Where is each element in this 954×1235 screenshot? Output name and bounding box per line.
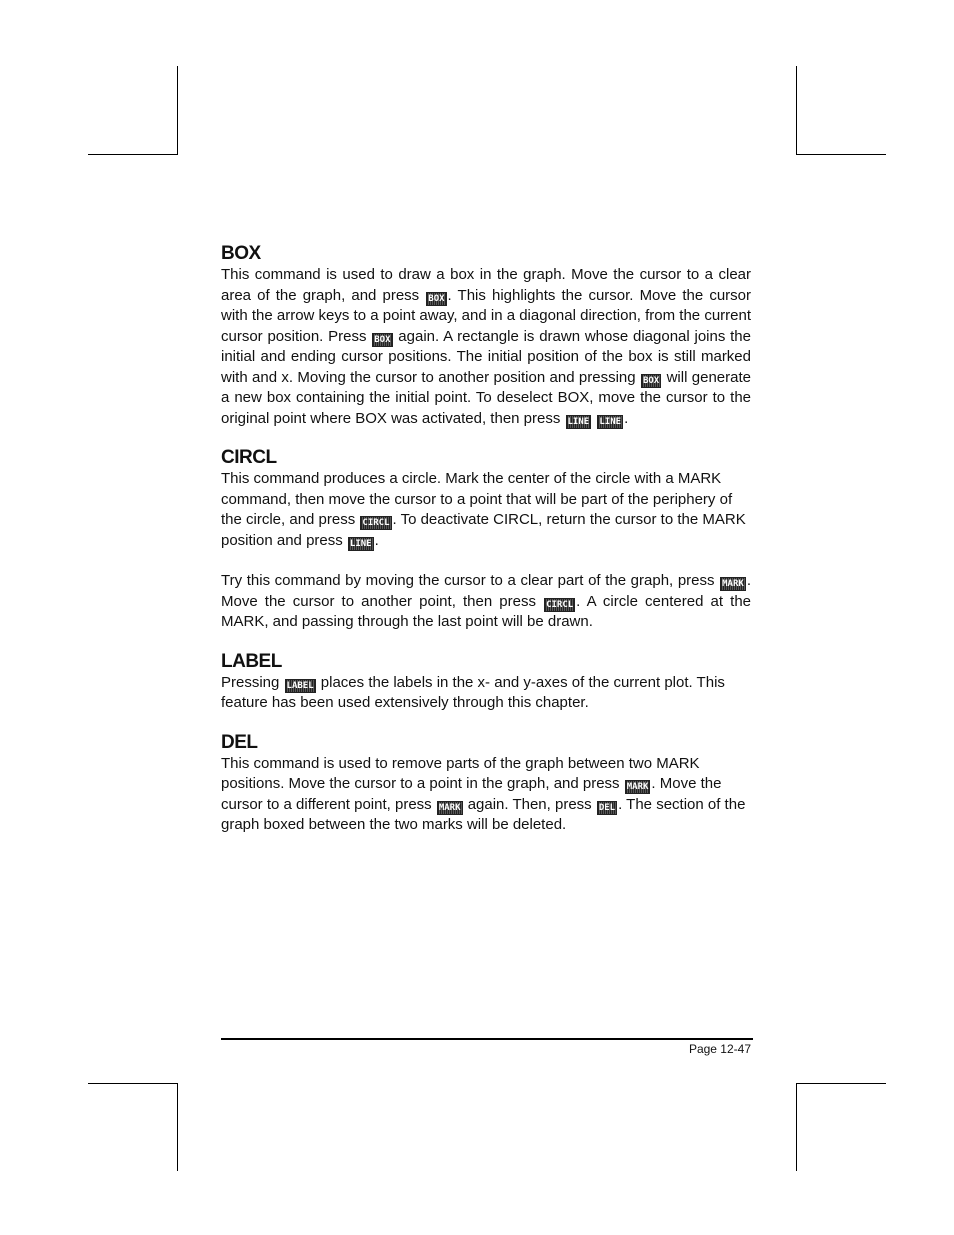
softkey-box-icon: BOX bbox=[374, 334, 391, 345]
section-heading: DEL bbox=[221, 731, 258, 753]
softkey-del-icon: DEL bbox=[598, 802, 616, 813]
softkey-box-icon: BOX bbox=[428, 293, 445, 304]
crop-mark bbox=[88, 154, 178, 155]
softkey-box-icon: BOX bbox=[642, 375, 660, 386]
softkey-mark-icon: MARK bbox=[722, 579, 744, 589]
section-del bbox=[221, 732, 751, 836]
crop-mark bbox=[796, 1083, 797, 1171]
section-label bbox=[221, 651, 751, 714]
section-heading: CIRCL bbox=[221, 447, 277, 468]
section-body: Try this command by moving the cursor to a clear part of the graph, press MARK . Move the cursor to another point, then press CIRCL . A circle centered at the MARK, and passing through the last point will be drawn. bbox=[221, 572, 752, 630]
softkey-label-icon: LABEL bbox=[286, 680, 314, 691]
section-heading: LABEL bbox=[221, 650, 282, 672]
crop-mark bbox=[796, 66, 797, 154]
page-content bbox=[221, 243, 751, 854]
softkey-mark-icon: MARK bbox=[626, 782, 649, 792]
section-heading: BOX bbox=[221, 243, 261, 264]
section-circl bbox=[221, 447, 751, 633]
softkey-mark-icon: MARK bbox=[438, 802, 461, 813]
softkey-line-icon: LINE bbox=[599, 416, 622, 427]
softkey-circl-icon: CIRCL bbox=[362, 518, 390, 528]
section-box bbox=[221, 243, 751, 429]
softkey-line-icon: LINE bbox=[567, 416, 590, 427]
page-number: Page 12-47 bbox=[688, 1042, 751, 1056]
section-body: Pressing LABEL places the labels in the x- and y-axes of the current plot. This feature has been used extensively through this chapter. bbox=[221, 673, 725, 711]
section-body: This command is used to remove parts of the graph between two MARK positions. Move the cursor to a point in the graph, and press MARK . Move the cursor to a different point, press MARK again. Then, press DEL . The section of the graph boxed between the two marks will be deleted. bbox=[221, 754, 746, 833]
section-body: This command is used to draw a box in the graph. Move the cursor to a clear area of the graph, and press BOX . This highlights the cursor. Move the cursor with the arrow keys to a point away, and in a diagonal direction, from the current cursor position. Press BOX again. A rectangle is drawn whose diagonal joins the initial and ending cursor positions. The initial position of the box is still marked with and x. Moving the cursor to another position and pressing BOX will generate a new box containing the initial point. To deselect BOX, move the cursor to the original point where BOX was activated, then press LINE LINE . bbox=[221, 266, 752, 427]
crop-mark bbox=[796, 1083, 886, 1084]
softkey-circl-icon: CIRCL bbox=[546, 599, 574, 610]
crop-mark bbox=[796, 154, 886, 155]
softkey-line-icon: LINE bbox=[349, 538, 372, 549]
crop-mark bbox=[177, 66, 178, 154]
crop-mark bbox=[88, 1083, 178, 1084]
crop-mark bbox=[177, 1083, 178, 1171]
section-body: This command produces a circle. Mark the center of the circle with a MARK command, then move the cursor to a point that will be part of the periphery of the circle, and press CIRCL . To deactivate CIRCL, return the cursor to the MARK position and press LINE . bbox=[221, 470, 746, 549]
footer-rule bbox=[221, 1038, 753, 1040]
